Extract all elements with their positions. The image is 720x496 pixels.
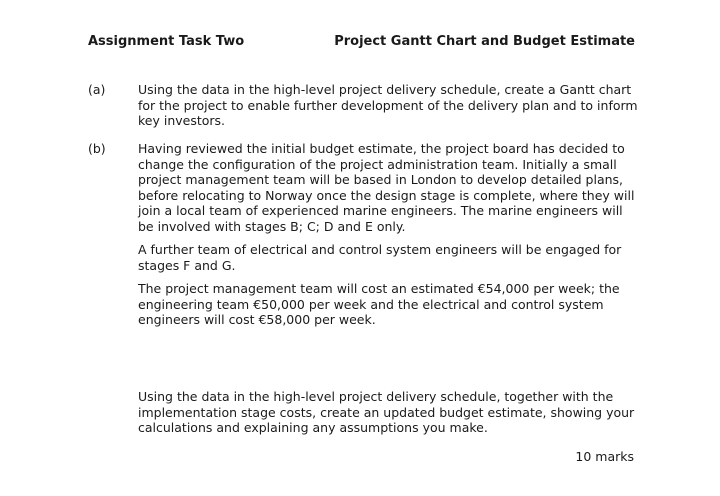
item-paragraph: Using the data in the high-level project delivery schedule, create a Gantt chart for the project to enable further development of the delivery plan and to inform key investors. [138, 82, 638, 128]
item-body [138, 82, 638, 129]
closing-instructions [138, 389, 638, 436]
closing-paragraph: Using the data in the high-level project delivery schedule, together with the implementation stage costs, create an updated budget estimate, showing your calculations and explaining any assumptions you make. [138, 389, 635, 435]
item-paragraph: The project management team will cost an estimated €54,000 per week; the engineering team €50,000 per week and the electrical and control system engineers will cost €58,000 per week. [138, 281, 620, 327]
item-paragraph: Having reviewed the initial budget estimate, the project board has decided to change the configuration of the project administration team. Initially a small project management team will be based in London to develop detailed plans, before relocating to Norway once the design stage is complete, where they will join a local team of experienced marine engineers. The marine engineers will be involved with stages B; C; D and E only. [138, 141, 635, 234]
item-label: (a) [88, 82, 106, 97]
item-label: (b) [88, 141, 106, 156]
item-body [138, 141, 638, 328]
task-title: Project Gantt Chart and Budget Estimate [334, 34, 635, 49]
assignment-title: Assignment Task Two [88, 34, 245, 49]
item-paragraph: A further team of electrical and control system engineers will be engaged for stages F and G. [138, 242, 622, 273]
marks-label: 10 marks [575, 449, 634, 464]
